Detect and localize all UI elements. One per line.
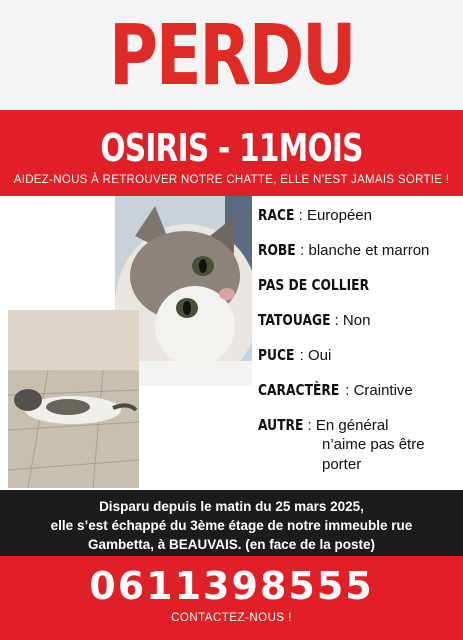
spec-key: PAS DE COLLIER <box>258 276 370 294</box>
details-line: Gambetta, à BEAUVAIS. (en face de la poste) <box>87 537 376 552</box>
spec-tatouage: TATOUAGE : Non <box>258 311 371 329</box>
spec-collier <box>258 276 393 294</box>
spec-race: RACE : Européen <box>258 206 372 224</box>
title-area <box>0 0 463 110</box>
details-line: Disparu depuis le matin du 25 mars 2025, <box>99 499 364 514</box>
spec-key: TATOUAGE <box>258 311 331 329</box>
spec-autre-line3: porter <box>322 456 362 473</box>
spec-value: En général <box>315 417 389 434</box>
spec-key: RACE <box>258 206 295 224</box>
spec-caractere: CARACTÈRE : Craintive <box>258 381 413 399</box>
page-title: PERDU <box>108 6 355 104</box>
spec-key: PUCE <box>258 346 295 364</box>
contact-band <box>0 556 463 640</box>
spec-value: Européen <box>306 207 372 224</box>
spec-key: CARACTÈRE <box>258 381 340 399</box>
contact-cta: CONTACTEZ-NOUS ! <box>171 612 292 624</box>
phone-number[interactable]: 0611398555 <box>89 564 374 608</box>
spec-autre: AUTRE : En général <box>258 416 389 434</box>
cat-name: OSIRIS - 11MOIS <box>100 126 363 170</box>
details-line: elle s’est échappé du 3ème étage de notre immeuble rue <box>50 518 413 533</box>
spec-puce: PUCE : Oui <box>258 346 332 364</box>
cat-lying-photo <box>8 310 139 488</box>
details-box <box>0 490 463 556</box>
spec-autre-line2: n’aime pas être <box>322 436 425 453</box>
spec-key: AUTRE <box>258 416 304 434</box>
name-band <box>0 110 463 196</box>
spec-value: Oui <box>307 347 332 364</box>
spec-value: Craintive <box>353 382 413 399</box>
plea-text: AIDEZ-NOUS À RETROUVER NOTRE CHATTE, ELLE N’EST JAMAIS SORTIE ! <box>13 174 450 186</box>
spec-robe: ROBE : blanche et marron <box>258 241 430 259</box>
spec-value: Non <box>342 312 371 329</box>
spec-value: blanche et marron <box>308 242 430 259</box>
spec-key: ROBE <box>258 241 296 259</box>
